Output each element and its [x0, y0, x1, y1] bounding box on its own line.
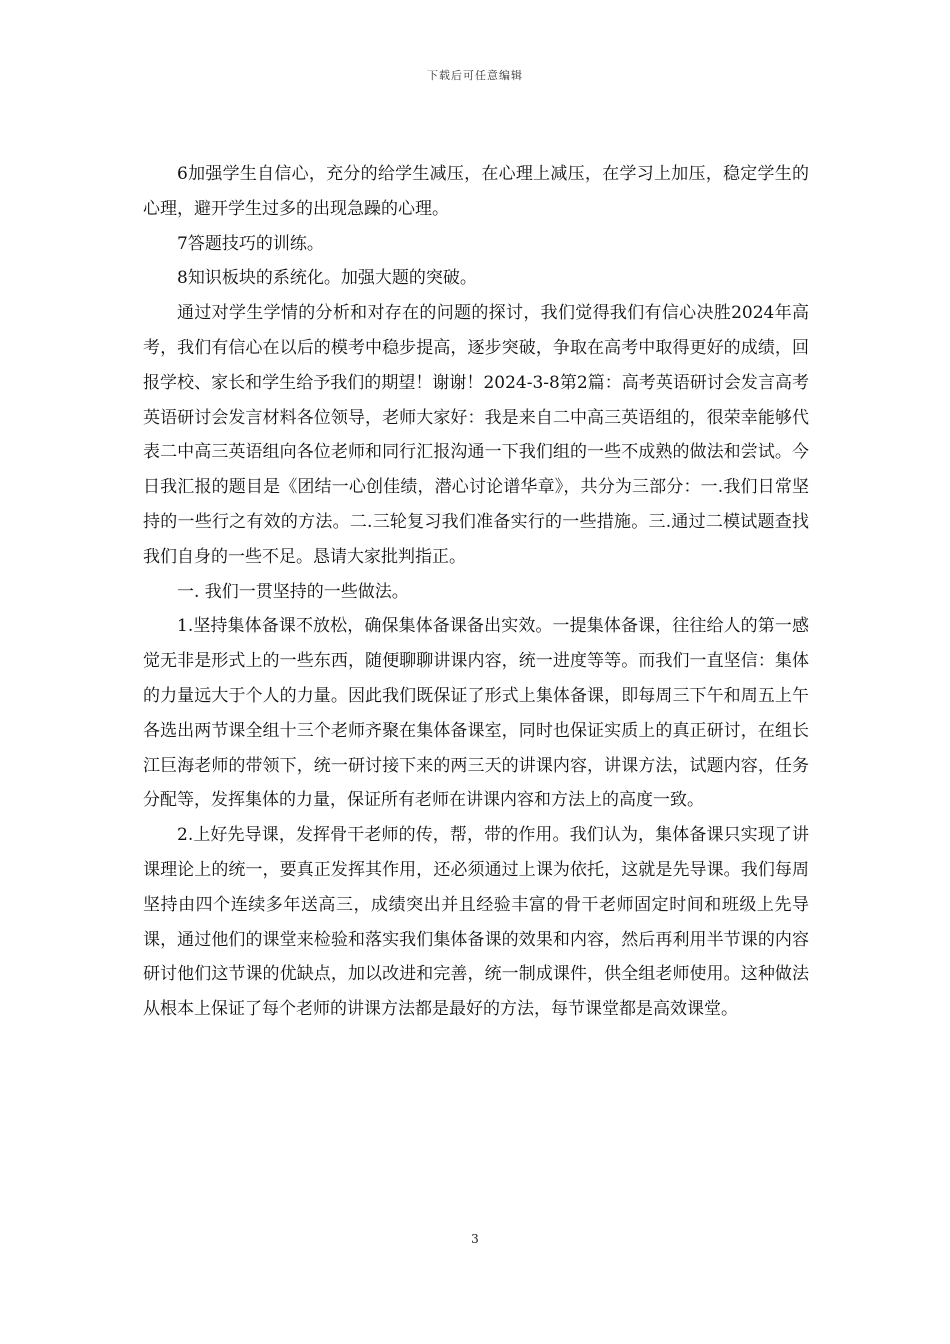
- page-number: 3: [471, 1232, 479, 1246]
- paragraph: 2.上好先导课，发挥骨干老师的传，帮，带的作用。我们认为，集体备课只实现了讲课理论上的统一，要真正发挥其作用，还必须通过上课为依托，这就是先导课。我们每周坚持由四个连续多年送高三，成绩突出并且经验丰富的骨干老师固定时间和班级上先导课，通过他们的课堂来检验和落实我们集体备课的效果和内容，然后再利用半节课的内容研讨他们这节课的优缺点，加以改进和完善，统一制成课件，供全组老师使用。这种做法从根本上保证了每个老师的讲课方法都是最好的方法，每节课堂都是高效课堂。: [143, 825, 809, 1020]
- page-header: 下载后可任意编辑: [427, 69, 523, 82]
- paragraph: 1.坚持集体备课不放松，确保集体备课备出实效。一提集体备课，往往给人的第一感觉无非是形式上的一些东西，随便聊聊讲课内容，统一进度等等。而我们一直坚信：集体的力量远大于个人的力量。因此我们既保证了形式上集体备课，即每周三下午和周五上午各选出两节课全组十三个老师齐聚在集体备课室，同时也保证实质上的真正研讨，在组长江巨海老师的带领下，统一研讨接下来的两三天的讲课内容，讲课方法，试题内容，任务分配等，发挥集体的力量，保证所有老师在讲课内容和方法上的高度一致。: [143, 616, 809, 811]
- paragraph: 6加强学生自信心，充分的给学生减压，在心理上减压，在学习上加压，稳定学生的心理，避开学生过多的出现急躁的心理。: [143, 164, 809, 219]
- paragraph: 通过对学生学情的分析和对存在的问题的探讨，我们觉得我们有信心决胜2024年高考，我们有信心在以后的模考中稳步提高，逐步突破，争取在高考中取得更好的成绩，回报学校、家长和学生给予我们的期望！谢谢！2024-3-8第2篇：高考英语研讨会发言高考英语研讨会发言材料各位领导，老师大家好：我是来自二中高三英语组的，很荣幸能够代表二中高三英语组向各位老师和同行汇报沟通一下我们组的一些不成熟的做法和尝试。今日我汇报的题目是《团结一心创佳绩，潜心讨论谱华章》，共分为三部分：一.我们日常坚持的一些行之有效的方法。二.三轮复习我们准备实行的一些措施。三.通过二模试题查找我们自身的一些不足。恳请大家批判指正。: [143, 303, 809, 567]
- section-heading: 一. 我们一贯坚持的一些做法。: [177, 581, 409, 602]
- document-body: [143, 157, 809, 1027]
- paragraph: 7答题技巧的训练。: [177, 233, 324, 254]
- paragraph: 8知识板块的系统化。加强大题的突破。: [177, 268, 477, 289]
